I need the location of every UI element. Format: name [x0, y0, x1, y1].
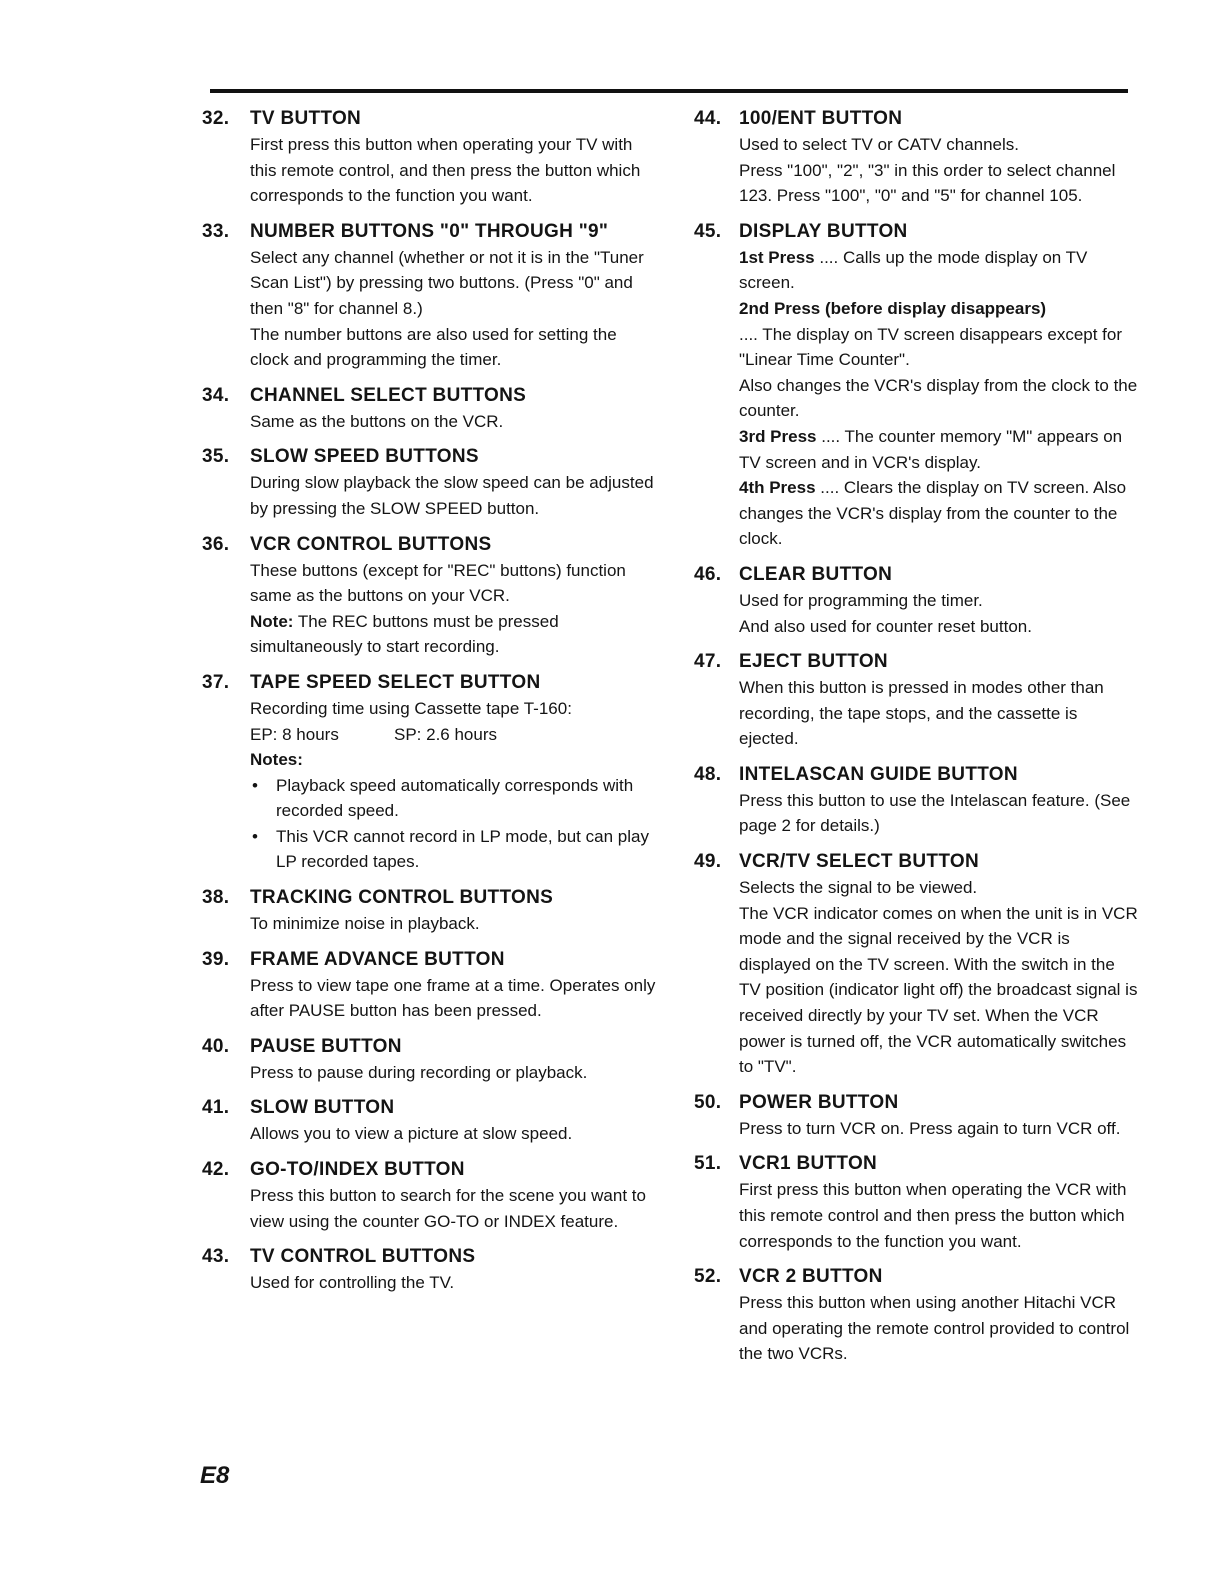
entry-heading — [694, 762, 1138, 788]
entry-35 — [202, 444, 658, 521]
entry-48 — [694, 762, 1138, 839]
entry-body — [250, 245, 658, 373]
entry-body — [250, 696, 658, 875]
right-column — [694, 106, 1138, 1377]
entry-number: 43. — [202, 1246, 230, 1268]
entry-number: 35. — [202, 446, 230, 468]
entry-title: TAPE SPEED SELECT BUTTON — [250, 671, 541, 693]
entry-body — [250, 558, 658, 660]
entry-body — [250, 1060, 658, 1086]
entry-37 — [202, 670, 658, 875]
entry-41 — [202, 1095, 658, 1147]
entry-heading — [694, 562, 1138, 588]
entry-body — [250, 1183, 658, 1234]
press-4 — [739, 475, 1138, 552]
entry-body — [250, 132, 658, 209]
press-label: 1st Press — [739, 247, 815, 267]
entry-body — [250, 1270, 658, 1296]
entry-46 — [694, 562, 1138, 639]
entry-number: 49. — [694, 851, 722, 873]
entry-text: Press "100", "2", "3" in this order to select channel 123. Press "100", "0" and "5" for channel 105. — [739, 160, 1116, 206]
entry-title: TV CONTROL BUTTONS — [250, 1246, 476, 1268]
entry-38 — [202, 885, 658, 937]
entry-51 — [694, 1151, 1138, 1254]
entry-number: 34. — [202, 384, 230, 406]
entry-title: SLOW SPEED BUTTONS — [250, 446, 479, 468]
entry-body — [739, 675, 1138, 752]
sp-time: SP: 2.6 hours — [394, 724, 498, 744]
entry-heading — [694, 219, 1138, 245]
entry-title: INTELASCAN GUIDE BUTTON — [739, 763, 1018, 785]
note-paragraph — [250, 609, 658, 660]
entry-heading — [202, 670, 658, 696]
entry-heading — [202, 383, 658, 409]
note-label: Note: — [250, 611, 294, 631]
entry-text: Press to view tape one frame at a time. Operates only after PAUSE button has been pressed. — [250, 975, 656, 1021]
entry-body — [739, 788, 1138, 839]
entry-heading — [694, 1151, 1138, 1177]
entry-number: 42. — [202, 1159, 230, 1181]
entry-number: 47. — [694, 651, 722, 673]
entry-title: EJECT BUTTON — [739, 651, 888, 673]
entry-text: Press to turn VCR on. Press again to turn VCR off. — [739, 1118, 1121, 1138]
entry-number: 37. — [202, 671, 230, 693]
entry-49 — [694, 849, 1138, 1080]
entry-number: 39. — [202, 948, 230, 970]
entry-45 — [694, 219, 1138, 552]
entry-33 — [202, 219, 658, 373]
entry-text: To minimize noise in playback. — [250, 914, 480, 934]
entry-44 — [694, 106, 1138, 209]
entry-39 — [202, 947, 658, 1024]
press-label: 4th Press — [739, 478, 816, 498]
entry-47 — [694, 649, 1138, 752]
press-label: 2nd Press (before display disappears) — [739, 298, 1047, 318]
notes-list — [250, 773, 658, 875]
entry-number: 46. — [694, 563, 722, 585]
entry-body — [739, 132, 1138, 209]
entry-text: The VCR indicator comes on when the unit is in VCR mode and the signal received by the VCR is displayed on the TV screen. With the switch in the TV position (indicator light off) the broadcast signal is received directly by your TV set. When the VCR power is turned off, the VCR automatically switches to "TV". — [739, 903, 1138, 1077]
entry-text: Used to select TV or CATV channels. — [739, 135, 1019, 154]
entry-number: 50. — [694, 1091, 722, 1113]
entry-title: FRAME ADVANCE BUTTON — [250, 948, 505, 970]
entry-text: These buttons (except for "REC" buttons) function same as the buttons on your VCR. — [250, 560, 626, 606]
page-number: E8 — [200, 1462, 230, 1489]
entry-text: Allows you to view a picture at slow speed. — [250, 1124, 573, 1144]
entry-text: When this button is pressed in modes other than recording, the tape stops, and the cassette is ejected. — [739, 678, 1104, 749]
entry-title: PAUSE BUTTON — [250, 1035, 402, 1057]
entry-body — [739, 1177, 1138, 1254]
entry-heading — [202, 106, 658, 132]
entry-text: Select any channel (whether or not it is in the "Tuner Scan List") by pressing two buttons. (Press "0" and then "8" for channel 8.) — [250, 247, 644, 318]
entry-heading — [202, 1034, 658, 1060]
entry-heading — [202, 885, 658, 911]
entry-heading — [202, 1157, 658, 1183]
entry-34 — [202, 383, 658, 435]
entry-text: Press this button to use the Intelascan feature. (See page 2 for details.) — [739, 790, 1131, 836]
entry-title: VCR1 BUTTON — [739, 1153, 878, 1175]
press-text: .... The display on TV screen disappears except for "Linear Time Counter". — [739, 324, 1123, 370]
entry-number: 32. — [202, 108, 230, 129]
entry-32 — [202, 106, 658, 209]
entry-text: First press this button when operating your TV with this remote control, and then press the button which corresponds to the function you want. — [250, 135, 641, 206]
entry-heading — [202, 1095, 658, 1121]
entry-number: 41. — [202, 1097, 230, 1119]
entry-title: GO-TO/INDEX BUTTON — [250, 1159, 465, 1181]
entry-heading — [202, 219, 658, 245]
entry-number: 48. — [694, 763, 722, 785]
entry-text: The number buttons are also used for setting the clock and programming the timer. — [250, 324, 617, 370]
entry-number: 36. — [202, 533, 230, 555]
entry-title: TRACKING CONTROL BUTTONS — [250, 887, 554, 909]
entry-heading — [202, 444, 658, 470]
entry-text: Used for programming the timer. — [739, 590, 983, 610]
left-column — [202, 106, 658, 1306]
entry-text: Same as the buttons on the VCR. — [250, 411, 504, 431]
note-item: • Playback speed automatically corresponds with recorded speed. — [250, 773, 658, 824]
notes-label: Notes: — [250, 750, 303, 770]
entry-title: NUMBER BUTTONS "0" THROUGH "9" — [250, 220, 609, 242]
entry-40 — [202, 1034, 658, 1086]
entry-number: 51. — [694, 1153, 722, 1175]
entry-50 — [694, 1090, 1138, 1142]
entry-text: Used for controlling the TV. — [250, 1273, 455, 1293]
press-text: .... The counter memory "M" appears on TV screen and in VCR's display. — [739, 426, 1123, 472]
entry-text: Selects the signal to be viewed. — [739, 878, 978, 898]
entry-42 — [202, 1157, 658, 1234]
entry-52 — [694, 1264, 1138, 1367]
entry-title: DISPLAY BUTTON — [739, 220, 908, 242]
entry-title: SLOW BUTTON — [250, 1097, 395, 1119]
entry-heading — [202, 1244, 658, 1270]
entry-title: VCR/TV SELECT BUTTON — [739, 851, 979, 873]
entry-body — [739, 1290, 1138, 1367]
entry-number: 45. — [694, 220, 722, 242]
entry-number: 44. — [694, 108, 722, 129]
entry-text: Press this button to search for the scene you want to view using the counter GO-TO or INDEX feature. — [250, 1186, 646, 1231]
top-rule — [210, 89, 1128, 93]
entry-text: First press this button when operating the VCR with this remote control and then press the button which corresponds to the function you want. — [739, 1180, 1127, 1251]
entry-43 — [202, 1244, 658, 1296]
entry-body — [250, 470, 658, 521]
entry-text: Press this button when using another Hitachi VCR and operating the remote control provided to control the two VCRs. — [739, 1293, 1130, 1364]
entry-heading — [694, 1090, 1138, 1116]
entry-heading — [694, 649, 1138, 675]
ep-time: EP: 8 hours — [250, 724, 339, 744]
press-text: Also changes the VCR's display from the clock to the counter. — [739, 375, 1138, 421]
press-1 — [739, 245, 1138, 296]
entry-body — [250, 911, 658, 937]
entry-number: 38. — [202, 887, 230, 909]
entry-number: 52. — [694, 1266, 722, 1288]
entry-title: POWER BUTTON — [739, 1091, 899, 1113]
entry-title: TV BUTTON — [250, 108, 362, 129]
press-label: 3rd Press — [739, 426, 817, 446]
entry-title: 100/ENT BUTTON — [739, 108, 903, 129]
entry-number: 40. — [202, 1035, 230, 1057]
entry-text: During slow playback the slow speed can be adjusted by pressing the SLOW SPEED button. — [250, 473, 654, 518]
entry-text: Press to pause during recording or playback. — [250, 1062, 588, 1082]
entry-title: CHANNEL SELECT BUTTONS — [250, 384, 527, 406]
entry-title: CLEAR BUTTON — [739, 563, 893, 585]
entry-heading — [694, 1264, 1138, 1290]
entry-heading — [694, 849, 1138, 875]
entry-title: VCR 2 BUTTON — [739, 1266, 883, 1288]
press-text: .... Calls up the mode display on TV screen. — [739, 247, 1088, 293]
entry-heading — [202, 532, 658, 558]
entry-title: VCR CONTROL BUTTONS — [250, 533, 492, 555]
entry-heading — [694, 106, 1138, 132]
entry-text: And also used for counter reset button. — [739, 616, 1032, 636]
note-item: • This VCR cannot record in LP mode, but can play LP recorded tapes. — [250, 824, 658, 875]
press-text: .... Clears the display on TV screen. Also changes the VCR's display from the counter to the clock. — [739, 478, 1127, 549]
press-3 — [739, 424, 1138, 475]
recording-times — [250, 722, 658, 748]
entry-number: 33. — [202, 220, 230, 242]
entry-heading — [202, 947, 658, 973]
note-text: The REC buttons must be pressed simultaneously to start recording. — [250, 611, 559, 657]
entry-text: Recording time using Cassette tape T-160: — [250, 698, 572, 718]
entry-body — [739, 875, 1138, 1080]
entry-body — [739, 588, 1138, 639]
entry-36 — [202, 532, 658, 660]
entry-body — [250, 973, 658, 1024]
entry-body — [250, 409, 658, 435]
entry-body — [250, 1121, 658, 1147]
entry-body — [739, 245, 1138, 552]
entry-body — [739, 1116, 1138, 1142]
